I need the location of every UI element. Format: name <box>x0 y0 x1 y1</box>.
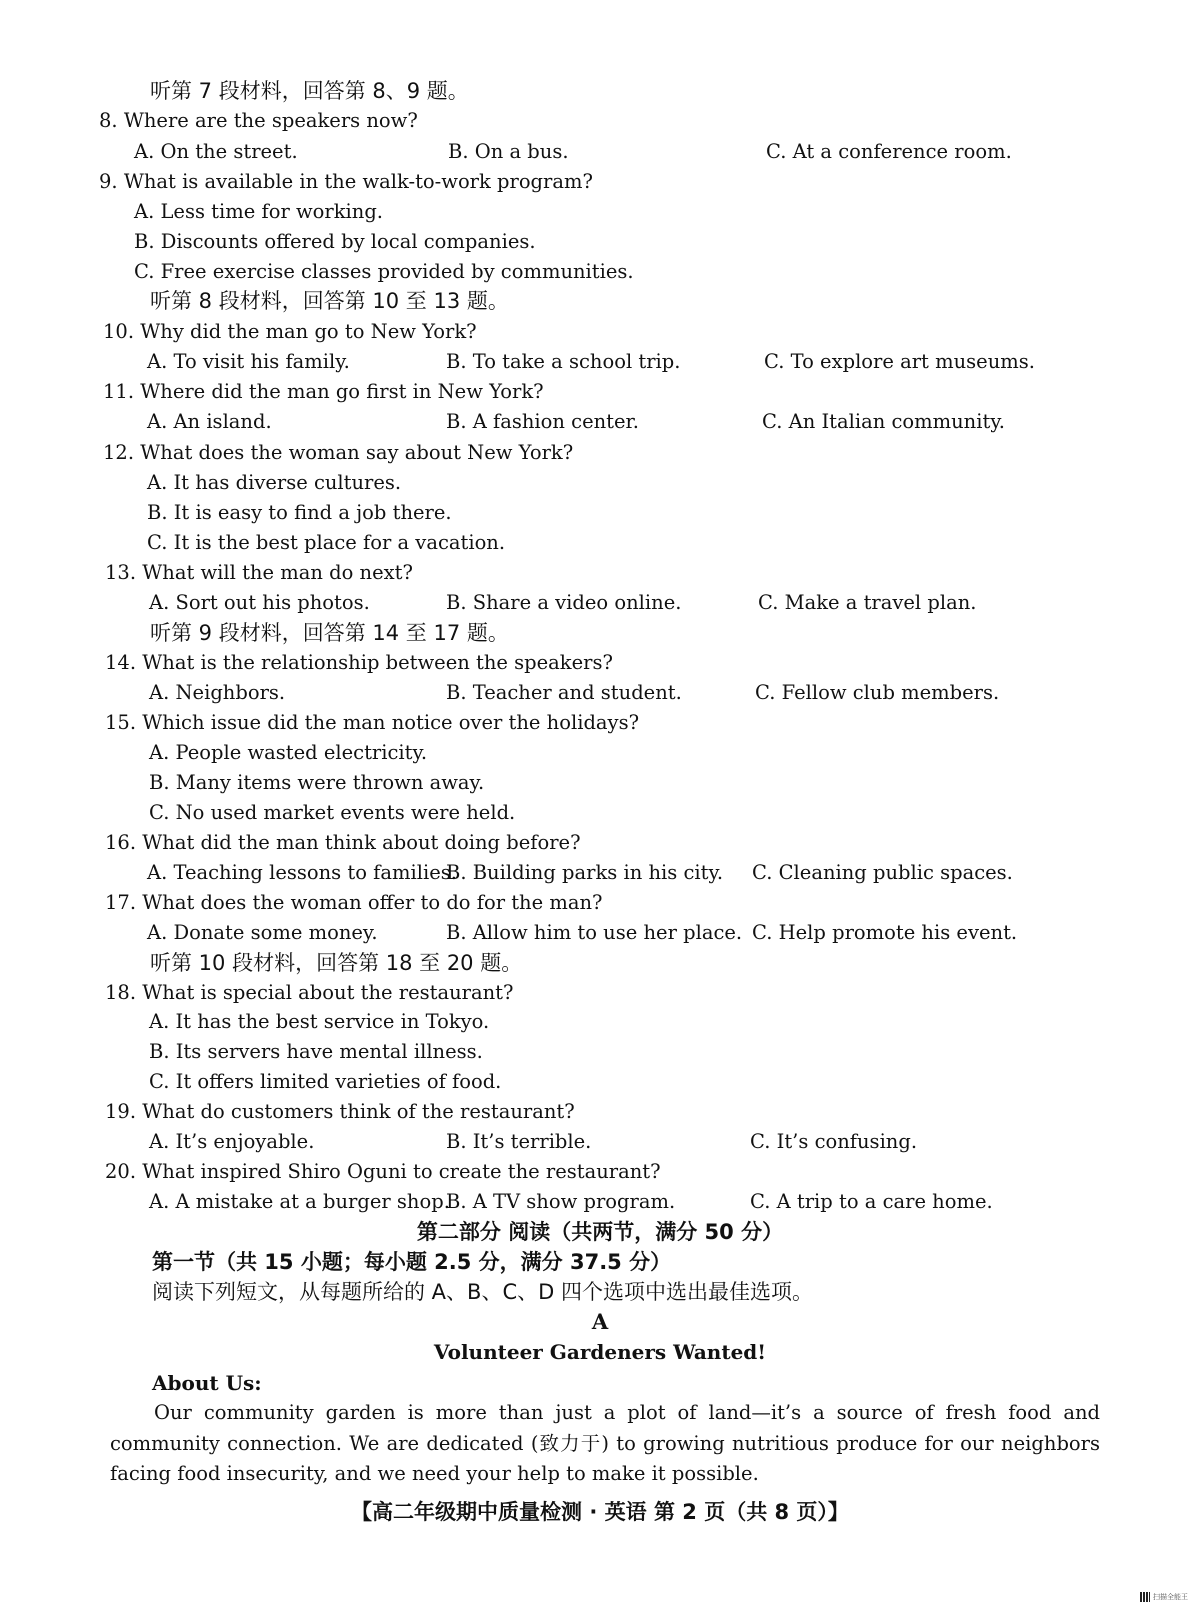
q12-option-c: C. It is the best place for a vacation. <box>147 531 506 554</box>
q19-option-a: A. It’s enjoyable. <box>149 1130 315 1153</box>
question-number: 16. <box>105 831 137 854</box>
question-20 <box>105 1159 661 1185</box>
question-text: What does the woman say about New York? <box>140 441 574 464</box>
q13-option-b: B. Share a video online. <box>446 591 682 614</box>
page-footer: 【高二年级期中质量检测 · 英语 第 2 页（共 8 页）】 <box>351 1500 849 1524</box>
q16-option-c: C. Cleaning public spaces. <box>752 861 1013 884</box>
question-number: 18. <box>105 981 137 1004</box>
q17-option-b: B. Allow him to use her place. <box>446 921 743 944</box>
q15-option-c: C. No used market events were held. <box>149 801 516 824</box>
q9-option-c: C. Free exercise classes provided by communities. <box>134 260 634 283</box>
passage-title: Volunteer Gardeners Wanted! <box>433 1340 767 1364</box>
part-2-heading: 第二部分 阅读（共两节，满分 50 分） <box>416 1220 784 1244</box>
scanner-watermark: 扫描全能王 <box>1153 1593 1188 1601</box>
question-number: 13. <box>105 561 137 584</box>
section-9-instruction: 听第 9 段材料，回答第 14 至 17 题。 <box>150 621 509 645</box>
q9-option-a: A. Less time for working. <box>134 200 384 223</box>
question-text: What is special about the restaurant? <box>142 981 514 1004</box>
q14-option-a: A. Neighbors. <box>149 681 286 704</box>
question-text: What will the man do next? <box>142 561 413 584</box>
question-number: 15. <box>105 711 137 734</box>
q19-option-b: B. It’s terrible. <box>446 1130 592 1153</box>
qr-code-icon <box>1140 1592 1150 1602</box>
passage-paragraph: Our community garden is more than just a plot of land—it’s a source of fresh food and community connection. We are dedicated (致力于) to growing nutritious produce for our neighbors facing food insecurity, and we need your help to make it possible. <box>110 1401 1100 1485</box>
q8-option-b: B. On a bus. <box>448 140 569 163</box>
question-10 <box>103 319 477 345</box>
question-15 <box>105 710 639 736</box>
q18-option-c: C. It offers limited varieties of food. <box>149 1070 502 1093</box>
q20-option-b: B. A TV show program. <box>446 1190 676 1213</box>
question-number: 19. <box>105 1100 137 1123</box>
question-19 <box>105 1099 575 1125</box>
q18-option-b: B. Its servers have mental illness. <box>149 1040 483 1063</box>
q15-option-a: A. People wasted electricity. <box>149 741 428 764</box>
question-text: Where are the speakers now? <box>123 109 418 132</box>
passage-letter: A <box>591 1309 609 1334</box>
question-text: What did the man think about doing before? <box>142 831 581 854</box>
question-number: 20. <box>105 1160 137 1183</box>
question-18 <box>105 980 513 1006</box>
q20-option-c: C. A trip to a care home. <box>750 1190 993 1213</box>
q12-option-a: A. It has diverse cultures. <box>147 471 402 494</box>
question-11 <box>103 379 544 405</box>
q13-option-c: C. Make a travel plan. <box>758 591 977 614</box>
question-text: What is available in the walk-to-work program? <box>123 170 593 193</box>
question-number: 8. <box>99 109 118 132</box>
q8-option-c: C. At a conference room. <box>766 140 1012 163</box>
about-us-heading: About Us: <box>152 1371 262 1395</box>
q19-option-c: C. It’s confusing. <box>750 1130 918 1153</box>
question-number: 9. <box>99 170 118 193</box>
q17-option-c: C. Help promote his event. <box>752 921 1018 944</box>
q10-option-a: A. To visit his family. <box>147 350 350 373</box>
question-text: What is the relationship between the speakers? <box>142 651 613 674</box>
question-number: 14. <box>105 651 137 674</box>
reading-instruction: 阅读下列短文，从每题所给的 A、B、C、D 四个选项中选出最佳选项。 <box>152 1280 813 1304</box>
q10-option-b: B. To take a school trip. <box>446 350 681 373</box>
q9-option-b: B. Discounts offered by local companies. <box>134 230 536 253</box>
q8-option-a: A. On the street. <box>134 140 298 163</box>
question-text: Which issue did the man notice over the holidays? <box>142 711 640 734</box>
section-7-instruction: 听第 7 段材料，回答第 8、9 题。 <box>150 79 469 103</box>
q11-option-b: B. A fashion center. <box>446 410 639 433</box>
question-number: 17. <box>105 891 137 914</box>
question-13 <box>105 560 413 586</box>
q14-option-c: C. Fellow club members. <box>755 681 1000 704</box>
question-number: 11. <box>103 380 135 403</box>
q14-option-b: B. Teacher and student. <box>446 681 682 704</box>
question-text: What do customers think of the restaurant? <box>142 1100 575 1123</box>
question-12 <box>103 440 573 466</box>
q16-option-a: A. Teaching lessons to families. <box>147 861 457 884</box>
question-17 <box>105 890 602 916</box>
question-text: Why did the man go to New York? <box>140 320 477 343</box>
question-14 <box>105 650 613 676</box>
question-number: 12. <box>103 441 135 464</box>
q16-option-b: B. Building parks in his city. <box>446 861 724 884</box>
q13-option-a: A. Sort out his photos. <box>149 591 370 614</box>
q15-option-b: B. Many items were thrown away. <box>149 771 485 794</box>
section-10-instruction: 听第 10 段材料，回答第 18 至 20 题。 <box>150 951 523 975</box>
question-text: Where did the man go first in New York? <box>140 380 544 403</box>
q11-option-c: C. An Italian community. <box>762 410 1005 433</box>
section-1-heading: 第一节（共 15 小题；每小题 2.5 分，满分 37.5 分） <box>152 1250 672 1274</box>
q20-option-a: A. A mistake at a burger shop. <box>149 1190 450 1213</box>
question-number: 10. <box>103 320 135 343</box>
section-8-instruction: 听第 8 段材料，回答第 10 至 13 题。 <box>150 289 509 313</box>
q17-option-a: A. Donate some money. <box>147 921 378 944</box>
question-9 <box>99 169 593 195</box>
q11-option-a: A. An island. <box>147 410 272 433</box>
question-text: What inspired Shiro Oguni to create the restaurant? <box>142 1160 661 1183</box>
q18-option-a: A. It has the best service in Tokyo. <box>149 1010 490 1033</box>
question-16 <box>105 830 581 856</box>
q12-option-b: B. It is easy to find a job there. <box>147 501 452 524</box>
question-8 <box>99 108 418 134</box>
question-text: What does the woman offer to do for the man? <box>142 891 603 914</box>
q10-option-c: C. To explore art museums. <box>764 350 1035 373</box>
